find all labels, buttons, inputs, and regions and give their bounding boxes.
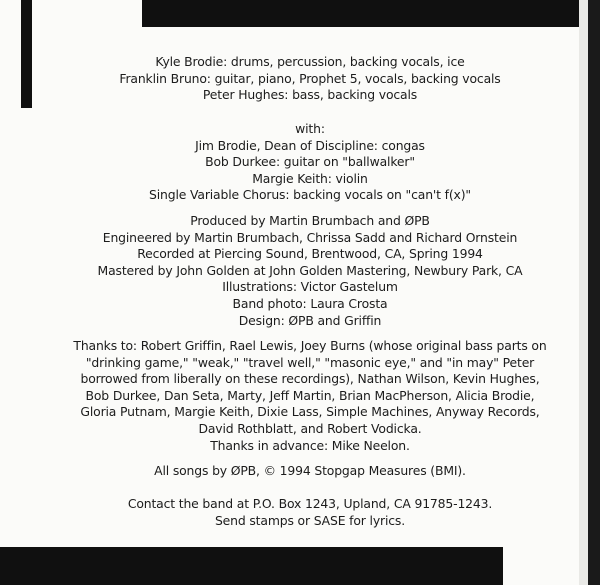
copyright-line: All songs by ØPB, © 1994 Stopgap Measures (BMI). xyxy=(154,463,466,478)
production-line: Mastered by John Golden at John Golden Mastering, Newbury Park, CA xyxy=(97,262,523,278)
guest-line: Bob Durkee: guitar on "ballwalker" xyxy=(205,154,415,170)
production-line: Design: ØPB and Griffin xyxy=(238,312,382,328)
guest-line: Jim Brodie, Dean of Discipline: congas xyxy=(195,137,425,153)
member-line: Kyle Brodie: drums, percussion, backing vocals, ice xyxy=(155,54,465,69)
member-line: Franklin Bruno: guitar, piano, Prophet 5, vocals, backing vocals xyxy=(119,70,501,86)
copyright-notice xyxy=(40,463,580,480)
top-black-bar xyxy=(142,0,600,27)
member-line: Peter Hughes: bass, backing vocals xyxy=(202,87,418,103)
production-line: Engineered by Martin Brumbach, Chrissa Sadd and Richard Ornstein xyxy=(102,229,518,245)
bottom-black-bar xyxy=(0,547,503,585)
right-edge-shadow xyxy=(579,0,588,585)
guest-musicians xyxy=(40,121,580,204)
thanks-line: Gloria Putnam, Margie Keith, Dixie Lass, Simple Machines, Anyway Records, xyxy=(80,404,540,420)
band-members xyxy=(40,54,580,104)
thanks-line: borrowed from liberally on these recordings), Nathan Wilson, Kevin Hughes, xyxy=(80,371,540,387)
thanks-section xyxy=(40,338,580,454)
production-line: Recorded at Piercing Sound, Brentwood, CA, Spring 1994 xyxy=(137,246,483,262)
guest-line: Margie Keith: violin xyxy=(252,170,368,186)
guest-line: Single Variable Chorus: backing vocals on "can't f(x)" xyxy=(149,187,471,203)
thanks-line: Bob Durkee, Dan Seta, Marty, Jeff Martin, Brian MacPherson, Alicia Brodie, xyxy=(85,387,535,403)
left-black-bar xyxy=(21,0,32,108)
contact-lyrics-note: Send stamps or SASE for lyrics. xyxy=(214,512,406,528)
production-line: Illustrations: Victor Gastelum xyxy=(222,279,398,295)
thanks-line: David Rothblatt, and Robert Vodicka. xyxy=(198,420,422,436)
production-line: Produced by Martin Brumbach and ØPB xyxy=(190,213,430,228)
production-credits xyxy=(40,213,580,329)
right-black-bar xyxy=(588,0,600,585)
thanks-in-advance: Thanks in advance: Mike Neelon. xyxy=(210,437,410,453)
guests-heading: with: xyxy=(295,121,325,136)
thanks-line: Thanks to: Robert Griffin, Rael Lewis, Joey Burns (whose original bass parts on xyxy=(73,338,547,353)
thanks-line: "drinking game," "weak," "travel well," "masonic eye," and "in may" Peter xyxy=(85,354,535,370)
contact-address: Contact the band at P.O. Box 1243, Upland, CA 91785-1243. xyxy=(127,496,493,511)
production-line: Band photo: Laura Crosta xyxy=(232,295,388,311)
contact-info xyxy=(40,496,580,529)
